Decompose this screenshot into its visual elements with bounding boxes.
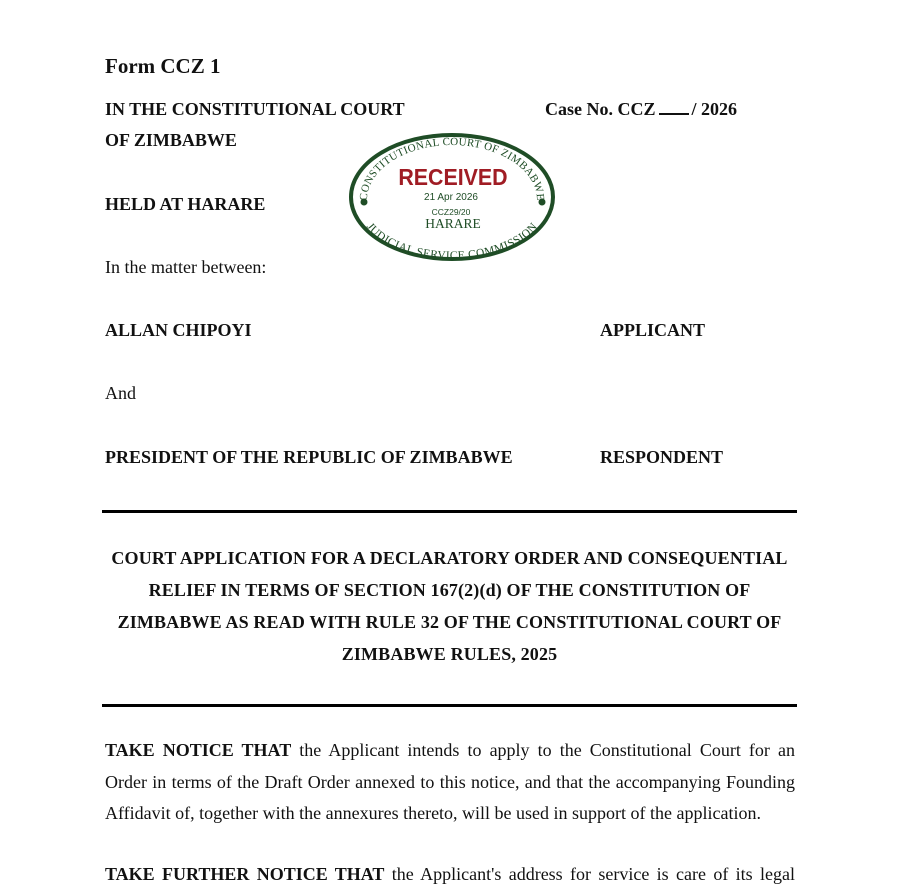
notice-line-1	[105, 735, 795, 767]
conjunction-and: And	[105, 383, 136, 403]
received-stamp	[347, 130, 557, 264]
case-number	[545, 99, 737, 120]
notice-line-1-text: the Applicant intends to apply to the Constitutional Court for an	[299, 740, 795, 760]
stamp-status: RECEIVED	[398, 164, 508, 191]
further-notice-lead: TAKE FURTHER NOTICE THAT	[105, 864, 385, 884]
court-name-line2: OF ZIMBABWE	[105, 130, 237, 150]
applicant-name: ALLAN CHIPOYI	[105, 320, 252, 340]
divider-bottom	[102, 704, 797, 707]
title-line-2: RELIEF IN TERMS OF SECTION 167(2)(d) OF THE CONSTITUTION OF	[148, 580, 751, 600]
stamp-reference: CCZ29/20	[431, 207, 471, 217]
notice-paragraph	[105, 735, 795, 830]
court-name-line1: IN THE CONSTITUTIONAL COURT	[105, 99, 405, 119]
respondent-role: RESPONDENT	[600, 447, 724, 467]
form-identifier: Form CCZ 1	[105, 54, 221, 78]
case-number-prefix: Case No. CCZ	[545, 99, 656, 119]
application-title	[102, 542, 797, 670]
stamp-date: 21 Apr 2026	[424, 192, 478, 203]
further-notice-text: the Applicant's address for service is care of its legal	[391, 864, 795, 884]
stamp-place: HARARE	[425, 216, 481, 231]
title-line-3: ZIMBABWE AS READ WITH RULE 32 OF THE CONSTITUTIONAL COURT OF	[117, 612, 782, 632]
notice-lead: TAKE NOTICE THAT	[105, 740, 292, 760]
case-number-suffix: / 2026	[691, 99, 738, 119]
respondent-name: PRESIDENT OF THE REPUBLIC OF ZIMBABWE	[105, 447, 513, 467]
title-line-4: ZIMBABWE RULES, 2025	[341, 644, 558, 664]
divider-top	[102, 510, 797, 513]
stamp-arc-top: CONSTITUTIONAL COURT OF ZIMBABWE	[357, 135, 547, 201]
case-number-blank	[659, 99, 689, 115]
matter-intro: In the matter between:	[105, 257, 267, 277]
received-stamp-graphic	[347, 130, 557, 264]
notice-line-2: Order in terms of the Draft Order annexed to this notice, and that the accompanying Founding	[105, 771, 795, 792]
title-line-1: COURT APPLICATION FOR A DECLARATORY ORDER AND CONSEQUENTIAL	[111, 548, 788, 568]
notice-line-3: Affidavit of, together with the annexures thereto, will be used in support of the application.	[105, 803, 761, 823]
applicant-role: APPLICANT	[600, 320, 706, 340]
stamp-arc-bottom: JUDICIAL SERVICE COMMISSION	[363, 220, 541, 263]
held-at: HELD AT HARARE	[105, 194, 266, 214]
